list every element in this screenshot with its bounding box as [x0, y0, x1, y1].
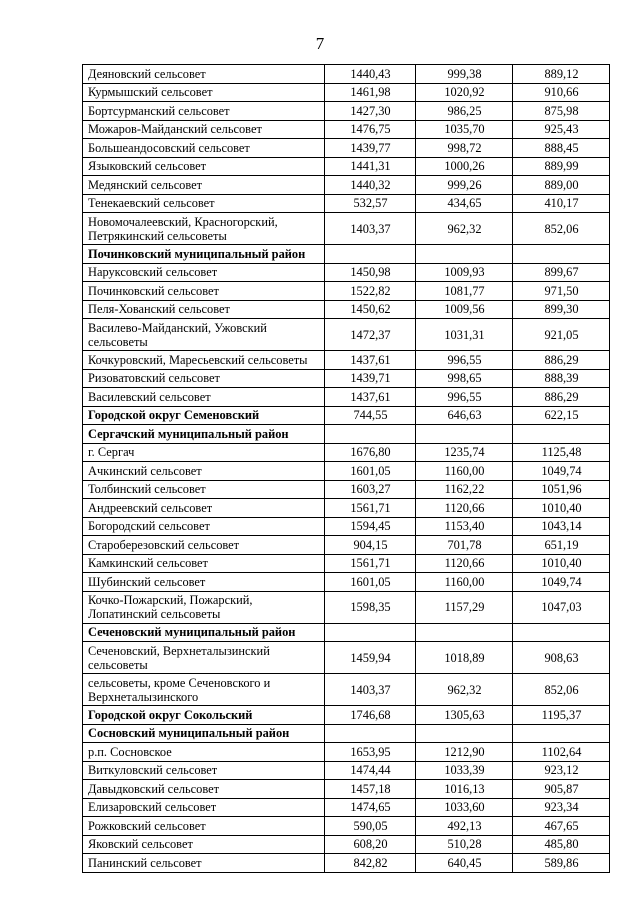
table-row [83, 139, 610, 158]
value-1-cell: 1522,82 [325, 282, 416, 301]
table-row [83, 263, 610, 282]
value-1-cell: 1476,75 [325, 120, 416, 139]
territory-name-cell: Бортсурманский сельсовет [83, 102, 325, 121]
territory-name-cell: Камкинский сельсовет [83, 554, 325, 573]
value-2-cell: 640,45 [416, 854, 513, 873]
value-3-cell: 651,19 [513, 536, 610, 555]
value-2-cell: 998,72 [416, 139, 513, 158]
value-2-cell: 646,63 [416, 406, 513, 425]
territory-name-cell: р.п. Сосновское [83, 743, 325, 762]
value-1-cell: 1603,27 [325, 480, 416, 499]
value-2-cell: 510,28 [416, 835, 513, 854]
table-row [83, 176, 610, 195]
table-row [83, 65, 610, 84]
territory-name-cell: Языковский сельсовет [83, 157, 325, 176]
territory-name-cell: Ачкинский сельсовет [83, 462, 325, 481]
value-3-cell: 899,67 [513, 263, 610, 282]
table-row [83, 282, 610, 301]
value-3-cell: 899,30 [513, 300, 610, 319]
value-3-cell: 923,34 [513, 798, 610, 817]
value-3-cell: 921,05 [513, 319, 610, 351]
territory-name-cell: Рожковский сельсовет [83, 817, 325, 836]
value-2-cell: 999,38 [416, 65, 513, 84]
table-row [83, 554, 610, 573]
value-1-cell [325, 245, 416, 264]
table-row [83, 817, 610, 836]
value-1-cell: 1440,43 [325, 65, 416, 84]
territory-name-cell: Деяновский сельсовет [83, 65, 325, 84]
value-2-cell: 492,13 [416, 817, 513, 836]
value-1-cell: 1746,68 [325, 706, 416, 725]
section-header-row [83, 425, 610, 444]
value-3-cell: 908,63 [513, 642, 610, 674]
table-row [83, 213, 610, 245]
value-1-cell: 1439,71 [325, 369, 416, 388]
value-3-cell: 888,39 [513, 369, 610, 388]
value-2-cell: 986,25 [416, 102, 513, 121]
value-2-cell: 1153,40 [416, 517, 513, 536]
territory-name-cell: Виткуловский сельсовет [83, 761, 325, 780]
table-row [83, 761, 610, 780]
value-1-cell: 1601,05 [325, 573, 416, 592]
value-1-cell: 904,15 [325, 536, 416, 555]
value-2-cell: 962,32 [416, 674, 513, 706]
value-2-cell: 1035,70 [416, 120, 513, 139]
value-1-cell: 1601,05 [325, 462, 416, 481]
value-2-cell: 1160,00 [416, 573, 513, 592]
value-3-cell: 852,06 [513, 674, 610, 706]
value-1-cell: 608,20 [325, 835, 416, 854]
territory-name-cell: Сергачский муниципальный район [83, 425, 325, 444]
value-1-cell [325, 724, 416, 743]
value-2-cell: 1033,60 [416, 798, 513, 817]
value-2-cell: 1016,13 [416, 780, 513, 799]
value-3-cell: 905,87 [513, 780, 610, 799]
value-2-cell: 434,65 [416, 194, 513, 213]
value-2-cell: 1120,66 [416, 554, 513, 573]
value-2-cell [416, 425, 513, 444]
value-2-cell: 1081,77 [416, 282, 513, 301]
value-1-cell: 1653,95 [325, 743, 416, 762]
table-row [83, 480, 610, 499]
territory-name-cell: Курмышский сельсовет [83, 83, 325, 102]
value-3-cell: 1125,48 [513, 443, 610, 462]
territory-name-cell: сельсоветы, кроме Сеченовского и Верхнеталызинского [83, 674, 325, 706]
table-body [83, 65, 610, 873]
territory-name-cell: Тенекаевский сельсовет [83, 194, 325, 213]
territory-name-cell: Василево-Майданский, Ужовский сельсоветы [83, 319, 325, 351]
value-1-cell: 1427,30 [325, 102, 416, 121]
value-2-cell: 1235,74 [416, 443, 513, 462]
value-3-cell: 1195,37 [513, 706, 610, 725]
value-1-cell: 532,57 [325, 194, 416, 213]
value-3-cell: 1049,74 [513, 462, 610, 481]
territory-name-cell: Василевский сельсовет [83, 388, 325, 407]
value-1-cell: 1450,98 [325, 263, 416, 282]
value-1-cell [325, 623, 416, 642]
territory-name-cell: Новомочалеевский, Красногорский, Петрякинский сельсоветы [83, 213, 325, 245]
section-header-row [83, 623, 610, 642]
value-2-cell: 1031,31 [416, 319, 513, 351]
value-3-cell: 1043,14 [513, 517, 610, 536]
territory-name-cell: Сеченовский, Верхнеталызинский сельсоветы [83, 642, 325, 674]
section-header-row [83, 706, 610, 725]
value-1-cell: 1561,71 [325, 554, 416, 573]
value-2-cell [416, 724, 513, 743]
value-3-cell: 1102,64 [513, 743, 610, 762]
value-2-cell: 1033,39 [416, 761, 513, 780]
value-3-cell: 925,43 [513, 120, 610, 139]
table-row [83, 573, 610, 592]
value-2-cell: 998,65 [416, 369, 513, 388]
value-2-cell: 996,55 [416, 351, 513, 370]
table-row [83, 536, 610, 555]
table-row [83, 102, 610, 121]
value-3-cell: 589,86 [513, 854, 610, 873]
value-3-cell: 886,29 [513, 351, 610, 370]
table-row [83, 157, 610, 176]
value-2-cell: 962,32 [416, 213, 513, 245]
table-row [83, 300, 610, 319]
territory-name-cell: Панинский сельсовет [83, 854, 325, 873]
territory-name-cell: Елизаровский сельсовет [83, 798, 325, 817]
territory-name-cell: Пеля-Хованский сельсовет [83, 300, 325, 319]
value-3-cell: 410,17 [513, 194, 610, 213]
territory-name-cell: Сосновский муниципальный район [83, 724, 325, 743]
value-3-cell: 888,45 [513, 139, 610, 158]
territory-name-cell: Медянский сельсовет [83, 176, 325, 195]
value-1-cell: 1439,77 [325, 139, 416, 158]
territory-name-cell: Городской округ Сокольский [83, 706, 325, 725]
page-number: 7 [315, 34, 325, 53]
territory-name-cell: Андреевский сельсовет [83, 499, 325, 518]
territory-name-cell: Толбинский сельсовет [83, 480, 325, 499]
table-row [83, 83, 610, 102]
table-row [83, 835, 610, 854]
value-3-cell: 1047,03 [513, 591, 610, 623]
value-2-cell: 1020,92 [416, 83, 513, 102]
value-1-cell: 1437,61 [325, 388, 416, 407]
value-3-cell: 875,98 [513, 102, 610, 121]
table-row [83, 499, 610, 518]
territory-name-cell: Ризоватовский сельсовет [83, 369, 325, 388]
table-row [83, 194, 610, 213]
territory-name-cell: Яковский сельсовет [83, 835, 325, 854]
value-3-cell: 852,06 [513, 213, 610, 245]
value-2-cell: 1018,89 [416, 642, 513, 674]
territory-name-cell: Городской округ Семеновский [83, 406, 325, 425]
territory-name-cell: г. Сергач [83, 443, 325, 462]
table-row [83, 120, 610, 139]
value-1-cell: 744,55 [325, 406, 416, 425]
value-3-cell: 889,12 [513, 65, 610, 84]
territory-name-cell: Починковский сельсовет [83, 282, 325, 301]
value-2-cell: 1305,63 [416, 706, 513, 725]
value-2-cell: 1157,29 [416, 591, 513, 623]
table-row [83, 388, 610, 407]
section-header-row [83, 245, 610, 264]
value-2-cell: 1120,66 [416, 499, 513, 518]
value-2-cell: 1009,56 [416, 300, 513, 319]
value-2-cell: 1000,26 [416, 157, 513, 176]
value-2-cell [416, 245, 513, 264]
value-1-cell: 1459,94 [325, 642, 416, 674]
value-3-cell [513, 623, 610, 642]
value-2-cell: 1009,93 [416, 263, 513, 282]
value-2-cell: 1212,90 [416, 743, 513, 762]
value-3-cell: 622,15 [513, 406, 610, 425]
value-1-cell: 1457,18 [325, 780, 416, 799]
value-3-cell: 886,29 [513, 388, 610, 407]
value-3-cell: 1010,40 [513, 554, 610, 573]
territory-name-cell: Починковский муниципальный район [83, 245, 325, 264]
value-1-cell: 1472,37 [325, 319, 416, 351]
table-row [83, 443, 610, 462]
table-row [83, 517, 610, 536]
value-3-cell: 923,12 [513, 761, 610, 780]
value-1-cell: 590,05 [325, 817, 416, 836]
value-3-cell: 1049,74 [513, 573, 610, 592]
table-row [83, 743, 610, 762]
value-1-cell: 1441,31 [325, 157, 416, 176]
value-2-cell: 996,55 [416, 388, 513, 407]
section-header-row [83, 724, 610, 743]
value-1-cell: 1676,80 [325, 443, 416, 462]
value-1-cell: 1440,32 [325, 176, 416, 195]
value-2-cell: 1160,00 [416, 462, 513, 481]
value-3-cell: 467,65 [513, 817, 610, 836]
value-3-cell: 910,66 [513, 83, 610, 102]
value-3-cell: 1051,96 [513, 480, 610, 499]
territory-name-cell: Шубинский сельсовет [83, 573, 325, 592]
value-1-cell: 1474,65 [325, 798, 416, 817]
territory-name-cell: Кочкуровский, Маресьевский сельсоветы [83, 351, 325, 370]
value-1-cell: 1461,98 [325, 83, 416, 102]
table-row [83, 798, 610, 817]
value-1-cell: 842,82 [325, 854, 416, 873]
value-2-cell [416, 623, 513, 642]
value-3-cell [513, 245, 610, 264]
section-header-row [83, 406, 610, 425]
table-row [83, 854, 610, 873]
table-row [83, 780, 610, 799]
value-1-cell: 1474,44 [325, 761, 416, 780]
territory-name-cell: Давыдковский сельсовет [83, 780, 325, 799]
table-row [83, 674, 610, 706]
table-row [83, 369, 610, 388]
value-3-cell: 889,00 [513, 176, 610, 195]
value-3-cell: 1010,40 [513, 499, 610, 518]
territory-name-cell: Богородский сельсовет [83, 517, 325, 536]
territory-name-cell: Большеандосовский сельсовет [83, 139, 325, 158]
table-row [83, 351, 610, 370]
table-row [83, 591, 610, 623]
table-row [83, 319, 610, 351]
territory-name-cell: Наруксовский сельсовет [83, 263, 325, 282]
value-1-cell: 1594,45 [325, 517, 416, 536]
value-1-cell: 1403,37 [325, 213, 416, 245]
value-1-cell: 1437,61 [325, 351, 416, 370]
territory-name-cell: Сеченовский муниципальный район [83, 623, 325, 642]
value-3-cell [513, 724, 610, 743]
territory-name-cell: Староберезовский сельсовет [83, 536, 325, 555]
territory-name-cell: Можаров-Майданский сельсовет [83, 120, 325, 139]
territory-name-cell: Кочко-Пожарский, Пожарский, Лопатинский сельсоветы [83, 591, 325, 623]
value-1-cell: 1598,35 [325, 591, 416, 623]
value-1-cell: 1561,71 [325, 499, 416, 518]
value-2-cell: 999,26 [416, 176, 513, 195]
table-row [83, 642, 610, 674]
value-3-cell: 889,99 [513, 157, 610, 176]
value-2-cell: 1162,22 [416, 480, 513, 499]
value-1-cell [325, 425, 416, 444]
value-1-cell: 1403,37 [325, 674, 416, 706]
table-row [83, 462, 610, 481]
tariff-table [82, 64, 610, 873]
value-2-cell: 701,78 [416, 536, 513, 555]
value-3-cell [513, 425, 610, 444]
value-3-cell: 971,50 [513, 282, 610, 301]
value-1-cell: 1450,62 [325, 300, 416, 319]
value-3-cell: 485,80 [513, 835, 610, 854]
